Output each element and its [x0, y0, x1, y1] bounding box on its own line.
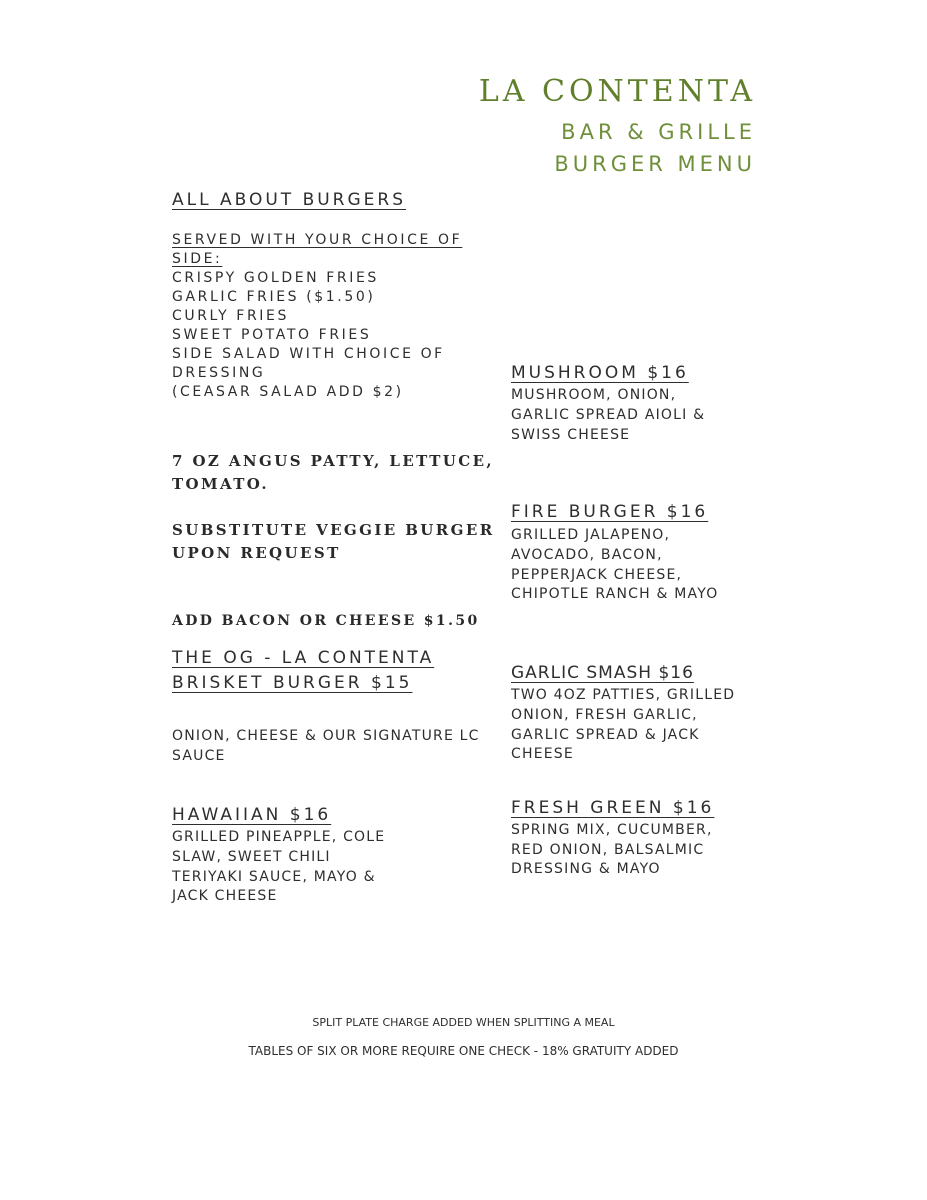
side-item: SIDE SALAD WITH CHOICE OF — [172, 346, 445, 362]
og-burger-name-line1: THE OG - LA CONTENTA — [172, 648, 435, 668]
fire-desc-line: PEPPERJACK CHEESE, — [511, 567, 683, 583]
mushroom-burger-name: MUSHROOM $16 — [511, 363, 689, 383]
side-item: (CEASAR SALAD ADD $2) — [172, 384, 404, 400]
side-item: SWEET POTATO FRIES — [172, 327, 372, 343]
fire-burger-name: FIRE BURGER $16 — [511, 502, 709, 522]
gratuity-note: TABLES OF SIX OR MORE REQUIRE ONE CHECK - 18% GRATUITY ADDED — [248, 1044, 679, 1058]
subtitle-bar-grille: BAR & GRILLE — [561, 120, 756, 144]
fresh-green-burger-name: FRESH GREEN $16 — [511, 798, 715, 818]
addon-info: ADD BACON OR CHEESE $1.50 — [172, 613, 480, 629]
garlic-smash-burger-name: GARLIC SMASH $16 — [511, 663, 694, 683]
mushroom-desc-line: GARLIC SPREAD AIOLI & — [511, 407, 706, 423]
side-item: CRISPY GOLDEN FRIES — [172, 270, 379, 286]
fire-desc-line: GRILLED JALAPENO, — [511, 527, 671, 543]
veggie-info-line1: SUBSTITUTE VEGGIE BURGER — [172, 521, 495, 539]
hawaiian-desc-line: GRILLED PINEAPPLE, COLE — [172, 829, 386, 845]
restaurant-name: LA CONTENTA — [478, 74, 756, 109]
mushroom-desc-line: SWISS CHEESE — [511, 427, 631, 443]
veggie-info-line2: UPON REQUEST — [172, 544, 341, 562]
split-plate-note: SPLIT PLATE CHARGE ADDED WHEN SPLITTING A MEAL — [312, 1016, 615, 1029]
hawaiian-desc-line: JACK CHEESE — [172, 888, 278, 904]
side-item: CURLY FRIES — [172, 308, 289, 324]
mushroom-desc-line: MUSHROOM, ONION, — [511, 387, 677, 403]
fire-desc-line: AVOCADO, BACON, — [511, 547, 663, 563]
fire-desc-line: CHIPOTLE RANCH & MAYO — [511, 586, 719, 602]
fresh-green-desc-line: RED ONION, BALSALMIC — [511, 842, 705, 858]
patty-info-line2: TOMATO. — [172, 475, 270, 493]
hawaiian-burger-name: HAWAIIAN $16 — [172, 805, 332, 825]
garlic-smash-desc-line: GARLIC SPREAD & JACK — [511, 727, 700, 743]
side-item: GARLIC FRIES ($1.50) — [172, 289, 376, 305]
subtitle-burger-menu: BURGER MENU — [554, 152, 756, 176]
og-burger-desc-line1: ONION, CHEESE & OUR SIGNATURE LC — [172, 728, 480, 744]
garlic-smash-desc-line: TWO 4OZ PATTIES, GRILLED — [511, 687, 736, 703]
patty-info-line1: 7 OZ ANGUS PATTY, LETTUCE, — [172, 452, 495, 470]
fresh-green-desc-line: SPRING MIX, CUCUMBER, — [511, 822, 713, 838]
garlic-smash-desc-line: ONION, FRESH GARLIC, — [511, 707, 698, 723]
og-burger-name-line2: BRISKET BURGER $15 — [172, 673, 413, 693]
hawaiian-desc-line: TERIYAKI SAUCE, MAYO & — [172, 869, 376, 885]
section-title: ALL ABOUT BURGERS — [172, 190, 407, 210]
fresh-green-desc-line: DRESSING & MAYO — [511, 861, 661, 877]
sides-heading-line2: SIDE: — [172, 251, 223, 267]
garlic-smash-desc-line: CHEESE — [511, 746, 574, 762]
sides-heading-line1: SERVED WITH YOUR CHOICE OF — [172, 232, 463, 248]
og-burger-desc-line2: SAUCE — [172, 748, 226, 764]
side-item: DRESSING — [172, 365, 266, 381]
hawaiian-desc-line: SLAW, SWEET CHILI — [172, 849, 331, 865]
